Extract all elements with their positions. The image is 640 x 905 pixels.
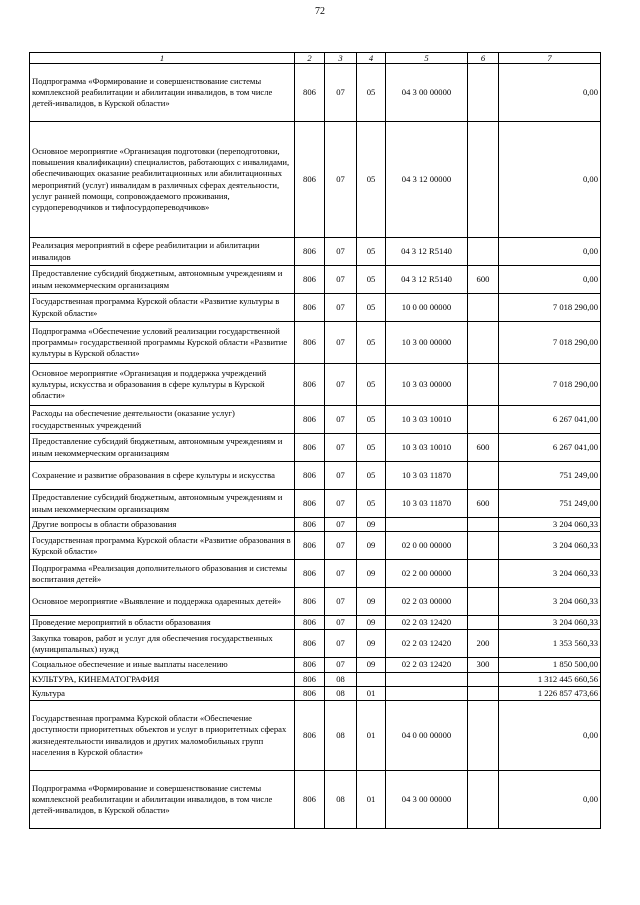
table-row: [30, 238, 601, 266]
row-name: Сохранение и развитие образования в сфере культуры и искусства: [30, 462, 295, 490]
row-grbs-code: 806: [295, 322, 325, 364]
row-expense-type: [468, 771, 499, 829]
table-row: [30, 294, 601, 322]
row-amount: 3 204 060,33: [499, 532, 601, 560]
row-target-article: 02 2 00 00000: [386, 560, 468, 588]
row-name: Государственная программа Курской области «Развитие культуры в Курской области»: [30, 294, 295, 322]
page-number: 72: [315, 6, 325, 17]
row-section: 08: [325, 701, 357, 771]
row-amount: 3 204 060,33: [499, 518, 601, 532]
row-grbs-code: 806: [295, 462, 325, 490]
row-name: Проведение мероприятий в области образования: [30, 616, 295, 630]
row-section: 07: [325, 630, 357, 658]
row-expense-type: [468, 518, 499, 532]
row-name: Социальное обеспечение и иные выплаты населению: [30, 658, 295, 672]
row-name: Основное мероприятие «Организация и поддержка учреждений культуры, искусства и образования в сфере культуры в Курской области»: [30, 364, 295, 406]
row-section: 08: [325, 686, 357, 700]
row-target-article: 02 2 03 12420: [386, 658, 468, 672]
table-row: [30, 462, 601, 490]
row-expense-type: [468, 588, 499, 616]
row-name: Закупка товаров, работ и услуг для обеспечения государственных (муниципальных) нужд: [30, 630, 295, 658]
row-amount: 7 018 290,00: [499, 322, 601, 364]
row-section: 08: [325, 771, 357, 829]
row-subsection: 09: [357, 616, 386, 630]
row-section: 07: [325, 532, 357, 560]
row-amount: 6 267 041,00: [499, 406, 601, 434]
row-section: 07: [325, 588, 357, 616]
row-section: 07: [325, 364, 357, 406]
row-section: 07: [325, 294, 357, 322]
row-section: 07: [325, 616, 357, 630]
row-target-article: 04 0 00 00000: [386, 701, 468, 771]
row-grbs-code: 806: [295, 518, 325, 532]
row-target-article: 02 2 03 12420: [386, 616, 468, 630]
row-amount: 6 267 041,00: [499, 434, 601, 462]
row-name: Подпрограмма «Формирование и совершенствование системы комплексной реабилитации и абилитации инвалидов, в том числе детей-инвалидов, в Курской области»: [30, 771, 295, 829]
row-name: Подпрограмма «Формирование и совершенствование системы комплексной реабилитации и абилитации инвалидов, в том числе детей-инвалидов, в Курской области»: [30, 64, 295, 122]
row-name: Государственная программа Курской области «Развитие образования в Курской области»: [30, 532, 295, 560]
row-grbs-code: 806: [295, 686, 325, 700]
row-subsection: 09: [357, 630, 386, 658]
row-expense-type: [468, 532, 499, 560]
row-grbs-code: 806: [295, 64, 325, 122]
row-section: 07: [325, 64, 357, 122]
row-name: Основное мероприятие «Организация подготовки (переподготовки, повышения квалификации) специалистов, работающих с инвалидами, обеспечивающих оказание реабилитационных или абилитационных мероприятий (услуг) инвалидам в различных сферах деятельности, услуг ранней помощи, сопровождаемого проживания, сурдопереводчиков и тифлосурдопереводчиков»: [30, 122, 295, 238]
table-row: [30, 434, 601, 462]
table-row: [30, 701, 601, 771]
row-expense-type: 600: [468, 434, 499, 462]
row-section: 07: [325, 322, 357, 364]
row-expense-type: [468, 238, 499, 266]
row-expense-type: [468, 686, 499, 700]
row-amount: 0,00: [499, 238, 601, 266]
row-target-article: 10 3 03 00000: [386, 364, 468, 406]
row-subsection: 05: [357, 122, 386, 238]
row-subsection: 01: [357, 771, 386, 829]
row-grbs-code: 806: [295, 630, 325, 658]
row-grbs-code: 806: [295, 616, 325, 630]
table-row: [30, 364, 601, 406]
row-subsection: 05: [357, 364, 386, 406]
row-expense-type: 600: [468, 490, 499, 518]
row-section: 07: [325, 266, 357, 294]
row-amount: 0,00: [499, 122, 601, 238]
row-expense-type: [468, 122, 499, 238]
table-row: [30, 518, 601, 532]
row-subsection: 05: [357, 434, 386, 462]
col-header-target-article: 5: [386, 53, 468, 64]
budget-table: [29, 52, 601, 829]
row-target-article: 10 3 03 11870: [386, 462, 468, 490]
row-subsection: 09: [357, 518, 386, 532]
row-amount: 0,00: [499, 771, 601, 829]
row-target-article: 10 3 03 11870: [386, 490, 468, 518]
table-row: [30, 322, 601, 364]
row-amount: 751 249,00: [499, 462, 601, 490]
row-expense-type: [468, 560, 499, 588]
col-header-section: 3: [325, 53, 357, 64]
row-target-article: 10 3 00 00000: [386, 322, 468, 364]
row-subsection: 05: [357, 266, 386, 294]
row-amount: 7 018 290,00: [499, 364, 601, 406]
row-section: 07: [325, 406, 357, 434]
row-amount: 3 204 060,33: [499, 588, 601, 616]
row-amount: 1 312 445 660,56: [499, 672, 601, 686]
row-grbs-code: 806: [295, 266, 325, 294]
row-grbs-code: 806: [295, 434, 325, 462]
table-row: [30, 64, 601, 122]
row-grbs-code: 806: [295, 672, 325, 686]
row-subsection: 01: [357, 701, 386, 771]
row-grbs-code: 806: [295, 490, 325, 518]
col-header-amount: 7: [499, 53, 601, 64]
row-section: 07: [325, 518, 357, 532]
table-row: [30, 588, 601, 616]
row-target-article: 02 0 00 00000: [386, 532, 468, 560]
row-grbs-code: 806: [295, 658, 325, 672]
row-expense-type: 300: [468, 658, 499, 672]
table-row: [30, 406, 601, 434]
row-grbs-code: 806: [295, 532, 325, 560]
row-section: 07: [325, 434, 357, 462]
row-subsection: 05: [357, 238, 386, 266]
row-expense-type: [468, 462, 499, 490]
row-name: Предоставление субсидий бюджетным, автономным учреждениям и иным некоммерческим организациям: [30, 434, 295, 462]
row-section: 07: [325, 462, 357, 490]
row-subsection: 09: [357, 560, 386, 588]
table-row: [30, 630, 601, 658]
row-target-article: 10 0 00 00000: [386, 294, 468, 322]
row-target-article: 02 2 03 00000: [386, 588, 468, 616]
row-name: Другие вопросы в области образования: [30, 518, 295, 532]
row-subsection: [357, 672, 386, 686]
row-expense-type: 200: [468, 630, 499, 658]
row-grbs-code: 806: [295, 588, 325, 616]
row-subsection: 05: [357, 322, 386, 364]
row-target-article: [386, 518, 468, 532]
row-grbs-code: 806: [295, 364, 325, 406]
row-grbs-code: 806: [295, 560, 325, 588]
table-row: [30, 122, 601, 238]
row-subsection: 05: [357, 294, 386, 322]
row-expense-type: 600: [468, 266, 499, 294]
row-name: Культура: [30, 686, 295, 700]
row-expense-type: [468, 672, 499, 686]
row-amount: 3 204 060,33: [499, 616, 601, 630]
table-row: [30, 616, 601, 630]
row-subsection: 01: [357, 686, 386, 700]
row-amount: 0,00: [499, 64, 601, 122]
row-expense-type: [468, 616, 499, 630]
row-target-article: 04 3 00 00000: [386, 64, 468, 122]
row-expense-type: [468, 364, 499, 406]
row-name: Подпрограмма «Реализация дополнительного образования и системы воспитания детей»: [30, 560, 295, 588]
row-amount: 0,00: [499, 266, 601, 294]
row-target-article: 04 3 12 00000: [386, 122, 468, 238]
row-section: 07: [325, 238, 357, 266]
row-section: 07: [325, 560, 357, 588]
header-row: [30, 53, 601, 64]
row-subsection: 05: [357, 490, 386, 518]
row-target-article: 04 3 12 R5140: [386, 238, 468, 266]
row-subsection: 09: [357, 532, 386, 560]
row-amount: 3 204 060,33: [499, 560, 601, 588]
row-name: Основное мероприятие «Выявление и поддержка одаренных детей»: [30, 588, 295, 616]
table-row: [30, 771, 601, 829]
table-row: [30, 490, 601, 518]
row-name: КУЛЬТУРА, КИНЕМАТОГРАФИЯ: [30, 672, 295, 686]
row-expense-type: [468, 294, 499, 322]
row-expense-type: [468, 64, 499, 122]
row-target-article: 02 2 03 12420: [386, 630, 468, 658]
row-subsection: 05: [357, 64, 386, 122]
table-row: [30, 686, 601, 700]
row-expense-type: [468, 406, 499, 434]
table-row: [30, 532, 601, 560]
row-grbs-code: 806: [295, 771, 325, 829]
row-name: Государственная программа Курской области «Обеспечение доступности приоритетных объектов и услуг в приоритетных сферах жизнедеятельности инвалидов и других маломобильных групп населения в Курской области»: [30, 701, 295, 771]
row-subsection: 09: [357, 588, 386, 616]
table-row: [30, 658, 601, 672]
row-subsection: 05: [357, 462, 386, 490]
row-target-article: [386, 686, 468, 700]
row-section: 07: [325, 122, 357, 238]
row-target-article: 10 3 03 10010: [386, 406, 468, 434]
row-subsection: 09: [357, 658, 386, 672]
row-grbs-code: 806: [295, 406, 325, 434]
row-target-article: [386, 672, 468, 686]
row-name: Реализация мероприятий в сфере реабилитации и абилитации инвалидов: [30, 238, 295, 266]
col-header-grbs: 2: [295, 53, 325, 64]
row-expense-type: [468, 322, 499, 364]
row-target-article: 10 3 03 10010: [386, 434, 468, 462]
row-grbs-code: 806: [295, 294, 325, 322]
table-row: [30, 266, 601, 294]
table-row: [30, 672, 601, 686]
row-grbs-code: 806: [295, 701, 325, 771]
row-amount: 1 226 857 473,66: [499, 686, 601, 700]
row-section: 07: [325, 658, 357, 672]
row-section: 08: [325, 672, 357, 686]
col-header-name: 1: [30, 53, 295, 64]
table-row: [30, 560, 601, 588]
row-expense-type: [468, 701, 499, 771]
row-amount: 751 249,00: [499, 490, 601, 518]
col-header-subsection: 4: [357, 53, 386, 64]
row-name: Предоставление субсидий бюджетным, автономным учреждениям и иным некоммерческим организациям: [30, 266, 295, 294]
row-amount: 0,00: [499, 701, 601, 771]
row-grbs-code: 806: [295, 238, 325, 266]
row-target-article: 04 3 12 R5140: [386, 266, 468, 294]
row-amount: 7 018 290,00: [499, 294, 601, 322]
row-grbs-code: 806: [295, 122, 325, 238]
row-name: Расходы на обеспечение деятельности (оказание услуг) государственных учреждений: [30, 406, 295, 434]
row-subsection: 05: [357, 406, 386, 434]
row-section: 07: [325, 490, 357, 518]
row-name: Подпрограмма «Обеспечение условий реализации государственной программы» государственной программы Курской области «Развитие культуры в Курской области»: [30, 322, 295, 364]
row-amount: 1 353 560,33: [499, 630, 601, 658]
col-header-expense-type: 6: [468, 53, 499, 64]
row-amount: 1 850 500,00: [499, 658, 601, 672]
row-name: Предоставление субсидий бюджетным, автономным учреждениям и иным некоммерческим организациям: [30, 490, 295, 518]
row-target-article: 04 3 00 00000: [386, 771, 468, 829]
